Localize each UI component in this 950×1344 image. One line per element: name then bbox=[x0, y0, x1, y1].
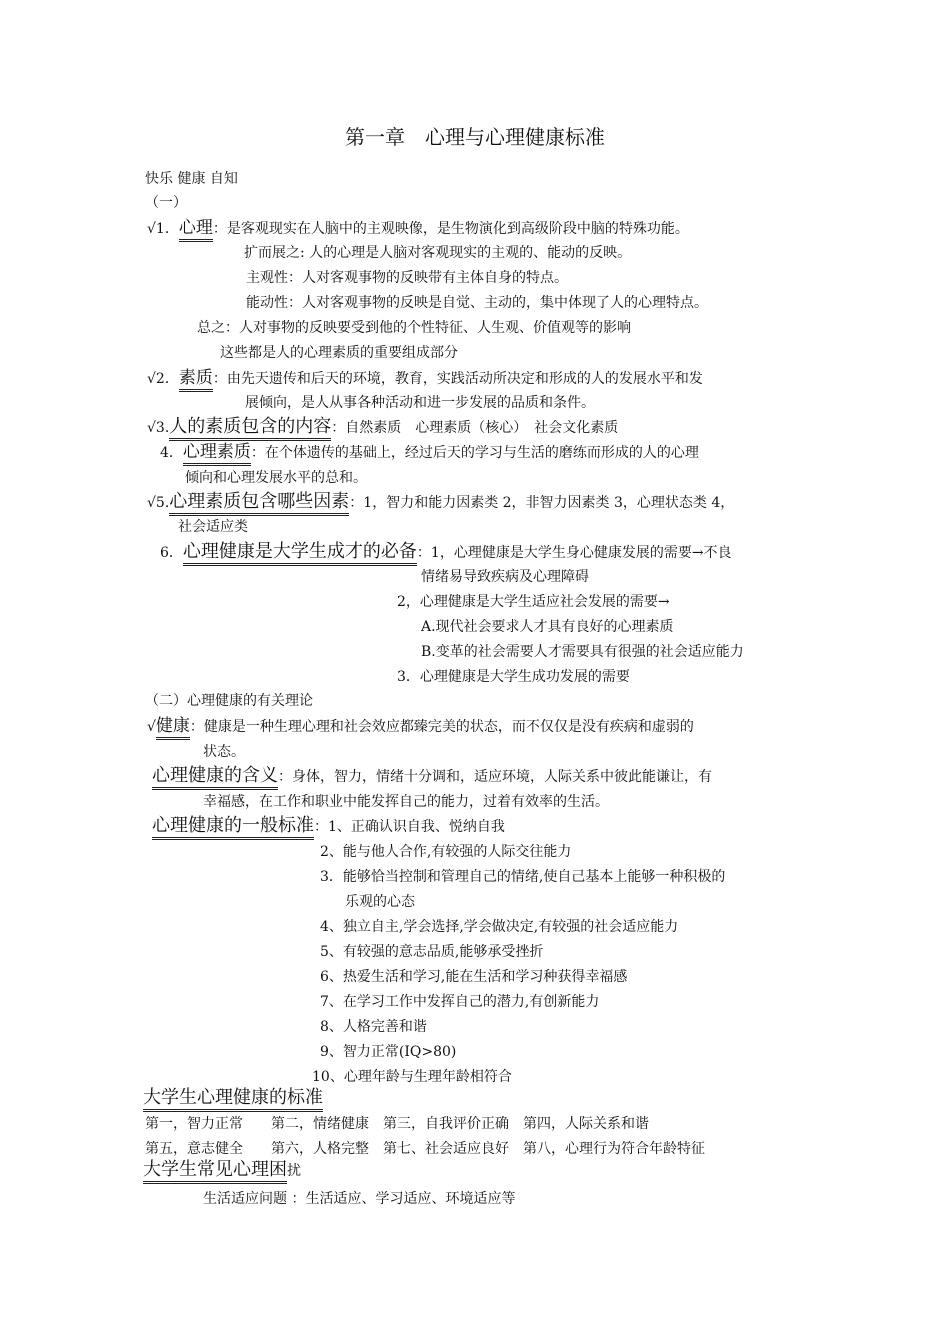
text-line: B.变革的社会需要人才需要具有很强的社会适应能力 bbox=[421, 644, 744, 660]
text-line: 展倾向，是人从事各种活动和进一步发展的品质和条件。 bbox=[245, 395, 595, 411]
standard-item: 7、在学习工作中发挥自己的潜力,有创新能力 bbox=[320, 994, 600, 1010]
section-one-label: （一） bbox=[145, 195, 187, 211]
item-text: ：由先天遗传和后天的环境，教育，实践活动所决定和形成的人的发展水平和发 bbox=[212, 371, 703, 387]
standard-item: 10、心理年龄与生理年龄相符合 bbox=[312, 1069, 512, 1085]
health-line bbox=[147, 716, 694, 740]
mental-health-meaning-line bbox=[152, 766, 712, 790]
text-line: 生活适应问题 ：生活适应、学习适应、环境适应等 bbox=[203, 1191, 516, 1207]
item-1-line bbox=[147, 218, 689, 242]
item-3-line bbox=[147, 417, 618, 441]
text-line: 倾向和心理发展水平的总和。 bbox=[185, 470, 367, 486]
item-5-line bbox=[147, 492, 734, 516]
term-suzhi-factors: 心理素质包含哪些因素 bbox=[169, 492, 349, 516]
item-number: √1． bbox=[147, 221, 179, 237]
term-suzhi-content: 人的素质包含的内容 bbox=[169, 417, 331, 441]
text-line: 状态。 bbox=[203, 744, 245, 760]
standard-item: 3．能够恰当控制和管理自己的情绪,使自己基本上能够一种积极的 bbox=[320, 869, 726, 885]
standard-item: 2、能与他人合作,有较强的人际交往能力 bbox=[320, 844, 572, 860]
item-number: 4． bbox=[160, 445, 183, 461]
term-jiankang: 健康 bbox=[156, 716, 190, 740]
item-number: √3. bbox=[147, 420, 170, 436]
text-line: 3．心理健康是大学生成功发展的需要 bbox=[397, 669, 630, 685]
page-title: 第一章 心理与心理健康标准 bbox=[345, 125, 605, 149]
item-text: ：身体，智力，情绪十分调和，适应环境，人际关系中彼此能谦让，有 bbox=[278, 769, 712, 785]
keywords-line: 快乐 健康 自知 bbox=[145, 171, 238, 187]
item-text: ：自然素质 心理素质（核心） 社会文化素质 bbox=[331, 420, 619, 436]
text-line: A.现代社会要求人才具有良好的心理素质 bbox=[421, 619, 674, 635]
item-number: 6． bbox=[160, 545, 183, 561]
item-text: ：1，智力和能力因素类 2，非智力因素类 3，心理状态类 4， bbox=[349, 495, 735, 511]
student-standard-heading bbox=[143, 1088, 323, 1112]
standard-item: 8、人格完善和谐 bbox=[320, 1019, 427, 1035]
text-line: 情绪易导致疾病及心理障碍 bbox=[421, 569, 589, 585]
item-text: ：健康是一种生理心理和社会效应都臻完美的状态，而不仅仅是没有疾病和虚弱的 bbox=[189, 719, 694, 735]
check-mark: √ bbox=[147, 719, 156, 735]
student-standard-row-2: 第五，意志健全 第六，人格完整 第七、社会适应良好 第八，心理行为符合年龄特征 bbox=[145, 1141, 705, 1157]
item-text: ：是客观现实在人脑中的主观映像，是生物演化到高级阶段中脑的特殊功能。 bbox=[212, 221, 689, 237]
text-line: 主观性：人对客观事物的反映带有主体自身的特点。 bbox=[246, 270, 568, 286]
item-text: ：在个体遗传的基础上，经过后天的学习与生活的磨练而形成的人的心理 bbox=[250, 445, 699, 461]
text-line: 社会适应类 bbox=[178, 519, 248, 535]
term-xinli: 心理 bbox=[179, 218, 213, 242]
term-xinli-suzhi: 心理素质 bbox=[183, 442, 251, 466]
standard-item: 5、有较强的意志品质,能够承受挫折 bbox=[320, 944, 544, 960]
item-4-line bbox=[160, 442, 699, 466]
common-problems-heading bbox=[143, 1160, 301, 1184]
item-text: ：1，心理健康是大学生身心健康发展的需要→不良 bbox=[416, 545, 732, 561]
term-student-standard: 大学生心理健康的标准 bbox=[143, 1088, 323, 1112]
item-number: √2． bbox=[147, 371, 179, 387]
item-number: √5. bbox=[147, 495, 170, 511]
text-line: 幸福感，在工作和职业中能发挥自己的能力，过着有效率的生活。 bbox=[203, 794, 609, 810]
student-standard-row-1: 第一，智力正常 第二，情绪健康 第三，自我评价正确 第四，人际关系和谐 bbox=[145, 1116, 649, 1132]
section-two-heading: （二）心理健康的有关理论 bbox=[145, 693, 313, 709]
standard-item: 9、智力正常(IQ>80) bbox=[320, 1044, 457, 1060]
term-meaning: 心理健康的含义 bbox=[152, 766, 278, 790]
text-line: 能动性：人对客观事物的反映是自觉、主动的，集中体现了人的心理特点。 bbox=[246, 295, 708, 311]
standard-item: 4、独立自主,学会选择,学会做决定,有较强的社会适应能力 bbox=[320, 919, 679, 935]
standard-item: 6、热爱生活和学习,能在生活和学习种获得幸福感 bbox=[320, 969, 628, 985]
item-2-line bbox=[147, 368, 703, 392]
text-line: 扩而展之: 人的心理是人脑对客观现实的主观的、能动的反映。 bbox=[244, 245, 632, 261]
term-general-standard: 心理健康的一般标准 bbox=[152, 816, 314, 840]
standard-item-cont: 乐观的心态 bbox=[345, 894, 415, 910]
general-standard-line bbox=[152, 816, 505, 840]
term-essential: 心理健康是大学生成才的必备 bbox=[183, 542, 417, 566]
item-6-line bbox=[160, 542, 732, 566]
term-common-problems: 大学生常见心理困 bbox=[143, 1160, 287, 1184]
term-suzhi: 素质 bbox=[179, 368, 213, 392]
heading-tail: 扰 bbox=[287, 1163, 301, 1179]
text-line: 这些都是人的心理素质的重要组成部分 bbox=[220, 345, 458, 361]
item-text: ：1、正确认识自我、悦纳自我 bbox=[314, 819, 505, 835]
text-line: 总之：人对事物的反映要受到他的个性特征、人生观、价值观等的影响 bbox=[197, 320, 631, 336]
text-line: 2，心理健康是大学生适应社会发展的需要→ bbox=[397, 594, 670, 610]
